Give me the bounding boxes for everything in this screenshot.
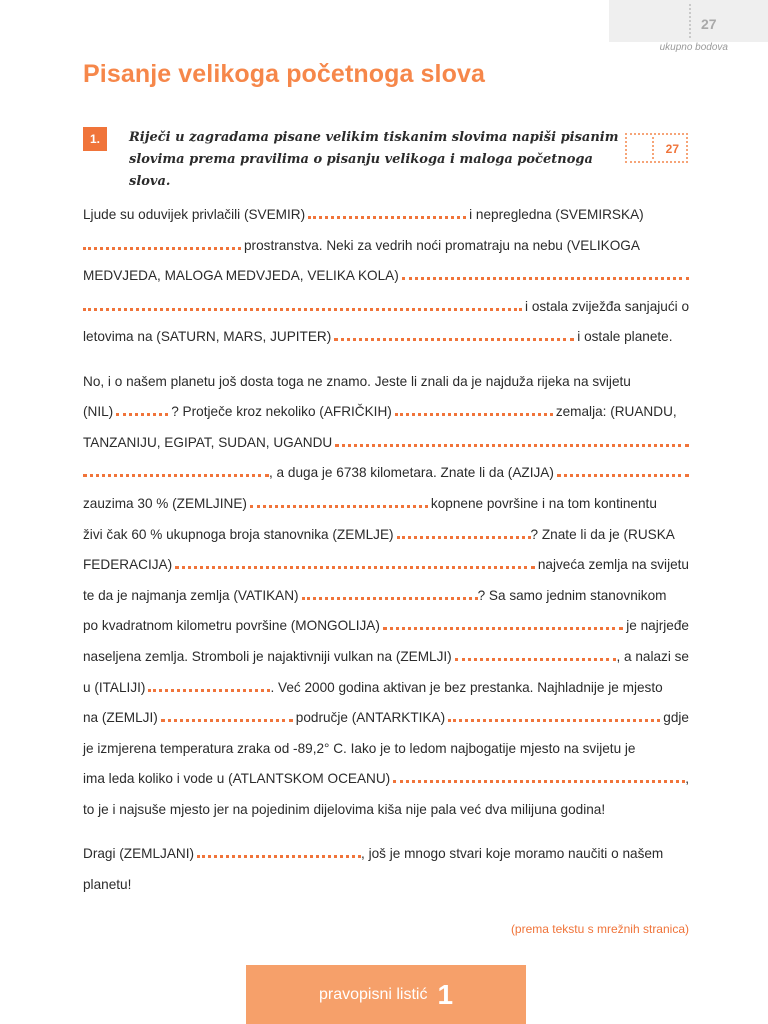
answer-blank[interactable] [308,205,466,219]
text-line [83,367,689,398]
answer-blank[interactable] [448,708,660,722]
text-segment: TANZANIJU, EGIPAT, SUDAN, UGANDU [83,434,333,450]
text-line [83,428,689,459]
total-score-caption: ukupno bodova [659,42,728,53]
text-line [83,489,689,520]
text-line [83,611,689,642]
footer-label: pravopisni listić [318,985,428,1003]
text-segment: zauzima 30 % (ZEMLJINE) [83,495,247,511]
text-line [83,322,689,353]
text-segment: No, i o našem planetu još dosta toga ne znamo. Jeste li znali da je najduža rijeka na svijetu [83,373,631,389]
answer-blank[interactable] [250,494,428,508]
text-segment: i nepregledna (SVEMIRSKA) [469,207,644,222]
text-segment: i ostala zviježđa sanjajući o [525,298,689,314]
total-score-value: 27 [701,16,717,32]
text-segment: FEDERACIJA) [83,557,173,573]
source-note: (prema tekstu s mrežnih stranica) [510,922,689,936]
text-line [83,292,689,323]
text-segment: , a nalazi se [616,648,689,664]
total-score-box [609,0,768,42]
text-segment: Ljude su oduvijek privlačili (SVEMIR) [83,207,306,222]
text-segment: , [685,771,689,787]
answer-blank[interactable] [383,616,623,630]
text-line [83,839,689,870]
task-points-box [625,133,688,163]
text-line [83,581,689,612]
answer-blank[interactable] [302,585,478,599]
text-segment: ? Znate li da je (RUSKA [530,526,675,542]
answer-blank[interactable] [83,297,522,311]
answer-blank[interactable] [397,524,531,538]
text-segment: planetu! [83,876,132,892]
text-line [83,261,689,292]
text-segment: ? Protječe kroz nekoliko (AFRIČKIH) [171,404,392,420]
text-segment: (NIL) [83,404,114,420]
text-segment: je izmjerena temperatura zraka od -89,2° C. Iako je to ledom najbogatije mjesto na svijetu je [83,740,636,756]
answer-blank[interactable] [161,708,293,722]
answer-blank[interactable] [393,769,685,783]
answer-blank[interactable] [83,235,241,249]
text-segment: najveća zemlja na svijetu [537,557,689,573]
text-segment: prostranstva. Neki za vedrih noći promatraju na nebu (VELIKOGA [244,237,640,253]
text-line [83,458,689,489]
text-segment: po kvadratnom kilometru površine (MONGOLIJA) [83,618,380,634]
text-segment: Dragi (ZEMLJANI) [83,846,195,862]
answer-blank[interactable] [197,844,361,858]
text-line [83,734,689,765]
text-segment: , još je mnogo stvari koje moramo naučiti o našem [361,846,664,862]
text-segment: ima leda koliko i vode u (ATLANTSKOM OCEANU) [83,771,391,787]
text-segment: kopnene površine i na tom kontinentu [430,495,657,511]
text-line [83,200,689,231]
footer-banner [246,965,526,1024]
answer-blank[interactable] [83,463,269,477]
text-segment: ? Sa samo jednim stanovnikom [477,587,667,603]
text-segment: to je i najsuše mjesto jer na pojedinim dijelovima kiša nije pala već dva milijuna godina! [83,801,606,817]
answer-blank[interactable] [395,402,553,416]
text-segment: i ostale planete. [577,329,673,345]
task-points-value: 27 [665,142,679,156]
task-instruction: Riječi u zagradama pisane velikim tiskanim slovima napiši pisanim slovima prema pravilima o pisanju velikoga i maloga početnoga slova. [129,130,619,189]
text-segment: naseljena zemlja. Stromboli je najaktivniji vulkan na (ZEMLJI) [83,648,452,664]
text-segment: u (ITALIJI) [83,679,146,695]
text-segment: gdje [663,710,689,726]
answer-blank[interactable] [175,555,535,569]
text-segment: letovima na (SATURN, MARS, JUPITER) [83,329,332,345]
text-segment: područje (ANTARKTIKA) [295,710,446,726]
answer-blank[interactable] [455,647,617,661]
text-line [83,397,689,428]
text-line [83,870,689,901]
footer-number: 1 [437,978,454,1010]
score-divider [689,4,691,38]
text-segment: te da je najmanja zemlja (VATIKAN) [83,587,299,603]
points-divider [652,137,654,159]
answer-blank[interactable] [148,677,270,691]
page-title: Pisanje velikoga početnoga slova [83,60,485,88]
text-segment: . Već 2000 godina aktivan je bez prestanka. Najhladnije je mjesto [270,679,663,695]
text-segment: živi čak 60 % ukupnoga broja stanovnika (ZEMLJE) [83,526,394,542]
answer-blank[interactable] [335,432,689,446]
answer-blank[interactable] [334,327,574,341]
exercise-text [83,200,689,900]
text-line [83,520,689,551]
answer-blank[interactable] [402,266,689,280]
answer-blank[interactable] [116,402,168,416]
text-line [83,795,689,826]
text-segment: , a duga je 6738 kilometara. Znate li da (AZIJA) [269,465,554,481]
text-line [83,764,689,795]
text-segment: na (ZEMLJI) [83,710,158,726]
text-line [83,550,689,581]
task-number-badge: 1. [83,127,107,151]
text-line [83,673,689,704]
text-segment: je najrjeđe [626,618,689,634]
text-line [83,642,689,673]
text-line [83,231,689,262]
answer-blank[interactable] [557,463,689,477]
text-line [83,703,689,734]
text-segment: MEDVJEDA, MALOGA MEDVJEDA, VELIKA KOLA) [83,268,399,284]
text-segment: zemalja: (RUANDU, [555,404,677,420]
